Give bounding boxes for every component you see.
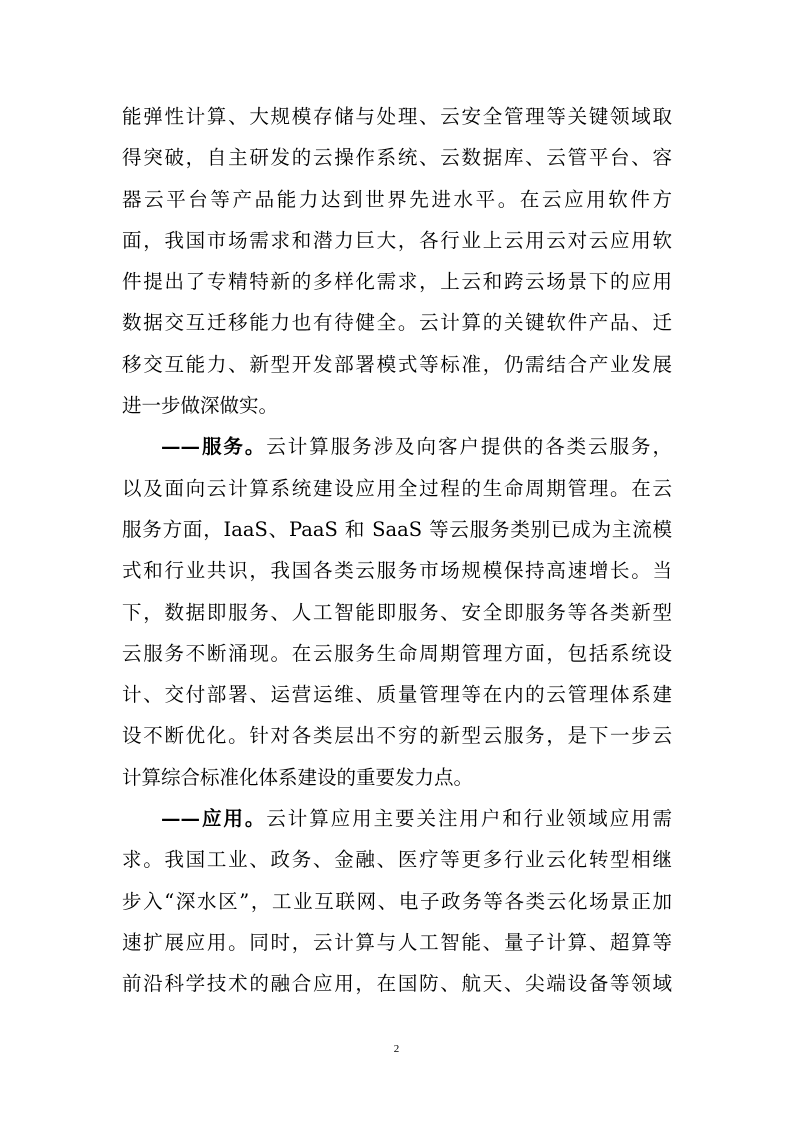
text-line: 设不断优化。针对各类层出不穷的新型云服务，是下一步云	[122, 724, 672, 748]
text-line: 步入“深水区”，工业互联网、电子政务等各类云化场景正加	[122, 889, 672, 913]
text-line: 得突破，自主研发的云操作系统、云数据库、云管平台、容	[122, 146, 672, 170]
paragraph-first-line	[122, 798, 672, 839]
paragraph-first-line	[122, 426, 672, 467]
text-line: 数据交互迁移能力也有待健全。云计算的关键软件产品、迁	[122, 311, 672, 335]
body-text	[122, 96, 672, 1005]
section-heading-application: ——应用。	[161, 807, 267, 831]
text-line: 式和行业共识，我国各类云服务市场规模保持高速增长。当	[122, 559, 672, 583]
text-span: 云计算服务涉及向客户提供的各类云服务，	[266, 435, 672, 459]
text-line: 前沿科学技术的融合应用，在国防、航天、尖端设备等领域	[122, 972, 672, 996]
text-line: 下，数据即服务、人工智能即服务、安全即服务等各类新型	[122, 600, 672, 624]
text-line: 计、交付部署、运营运维、质量管理等在内的云管理体系建	[122, 683, 672, 707]
text-span: 云计算应用主要关注用户和行业领域应用需	[266, 807, 672, 831]
section-heading-service: ——服务。	[161, 435, 267, 459]
text-line: 件提出了专精特新的多样化需求，上云和跨云场景下的应用	[122, 270, 672, 294]
text-line: 进一步做深做实。	[122, 394, 279, 418]
text-line: 求。我国工业、政务、金融、医疗等更多行业云化转型相继	[122, 848, 672, 872]
text-line: 以及面向云计算系统建设应用全过程的生命周期管理。在云	[122, 476, 672, 500]
text-line: 计算综合标准化体系建设的重要发力点。	[122, 765, 474, 789]
page-number: 2	[393, 1043, 400, 1055]
text-line: 面，我国市场需求和潜力巨大，各行业上云用云对云应用软	[122, 228, 672, 252]
text-line: 器云平台等产品能力达到世界先进水平。在云应用软件方	[122, 187, 672, 211]
text-line: 移交互能力、新型开发部署模式等标准，仍需结合产业发展	[122, 352, 672, 376]
text-line: 速扩展应用。同时，云计算与人工智能、量子计算、超算等	[122, 930, 672, 954]
text-line: 服务方面，IaaS、PaaS 和 SaaS 等云服务类别已成为主流模	[122, 517, 672, 541]
text-line: 云服务不断涌现。在云服务生命周期管理方面，包括系统设	[122, 641, 672, 665]
text-line: 能弹性计算、大规模存储与处理、云安全管理等关键领域取	[122, 105, 672, 128]
